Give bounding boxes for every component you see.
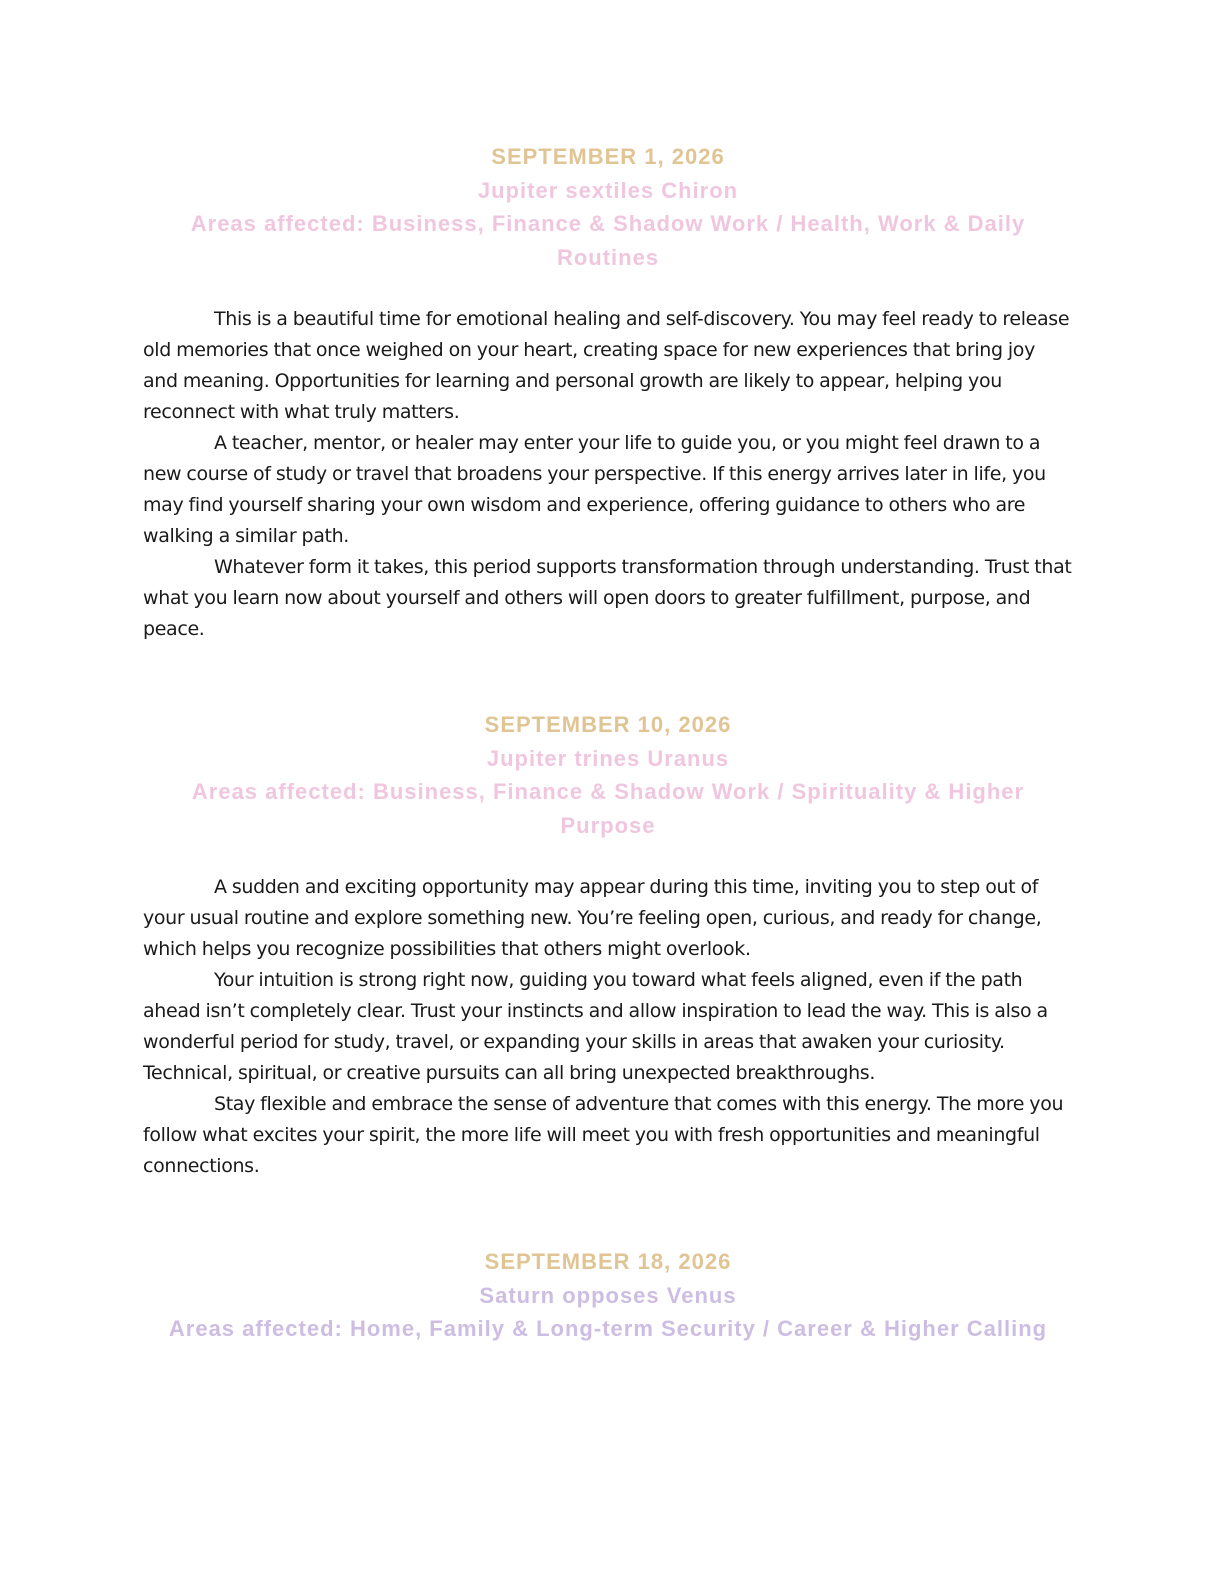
entry-aspect: Jupiter sextiles Chiron [477, 177, 739, 203]
paragraph: Your intuition is strong right now, guiding you toward what feels aligned, even if the path ahead isn’t completely clear. Trust your instincts and allow inspiration to lead the way. This is also a wonderful period for study, travel, or expanding your skills in areas that awaken your curiosity. Technical, spiritual, or creative pursuits can all bring unexpected breakthroughs. [143, 969, 1048, 1084]
paragraph: A teacher, mentor, or healer may enter your life to guide you, or you might feel drawn to a new course of study or travel that broadens your perspective. If this energy arrives later in life, you may find yourself sharing your own wisdom and experience, offering guidance to others who are walking a similar path. [143, 432, 1046, 547]
entry-aspect: Saturn opposes Venus [479, 1282, 737, 1308]
spacer [143, 1182, 1073, 1245]
paragraph: A sudden and exciting opportunity may appear during this time, inviting you to step out of your usual routine and explore something new. You’re feeling open, curious, and ready for change, which helps you recognize possibilities that others might overlook. [143, 876, 1042, 960]
transit-entry [143, 140, 1073, 645]
entry-areas: Areas affected: Home, Family & Long-term Security / Career & Higher Calling [168, 1316, 1048, 1341]
entry-areas: Areas affected: Business, Finance & Shadow Work / Spirituality & Higher Purpose [191, 779, 1025, 838]
transit-entry [143, 708, 1073, 1182]
entry-date: SEPTEMBER 18, 2026 [484, 1249, 732, 1274]
entry-areas: Areas affected: Business, Finance & Shadow Work / Health, Work & Daily Routines [190, 211, 1026, 270]
transit-entry [143, 1245, 1073, 1346]
entry-aspect: Jupiter trines Uranus [486, 745, 730, 771]
paragraph: This is a beautiful time for emotional healing and self-discovery. You may feel ready to release old memories that once weighed on your heart, creating space for new experiences that bring joy and meaning. Opportunities for learning and personal growth are likely to appear, helping you reconnect with what truly matters. [143, 308, 1070, 423]
paragraph: Whatever form it takes, this period supports transformation through understanding. Trust that what you learn now about yourself and others will open doors to greater fulfillment, purpose, and peace. [143, 556, 1072, 640]
document-page [143, 140, 1073, 1346]
paragraph: Stay flexible and embrace the sense of adventure that comes with this energy. The more you follow what excites your spirit, the more life will meet you with fresh opportunities and meaningful connections. [143, 1093, 1064, 1177]
entry-body [143, 304, 1073, 645]
entry-body [143, 872, 1073, 1182]
spacer [143, 645, 1073, 708]
entry-date: SEPTEMBER 10, 2026 [484, 712, 732, 737]
entry-date: SEPTEMBER 1, 2026 [491, 144, 725, 169]
